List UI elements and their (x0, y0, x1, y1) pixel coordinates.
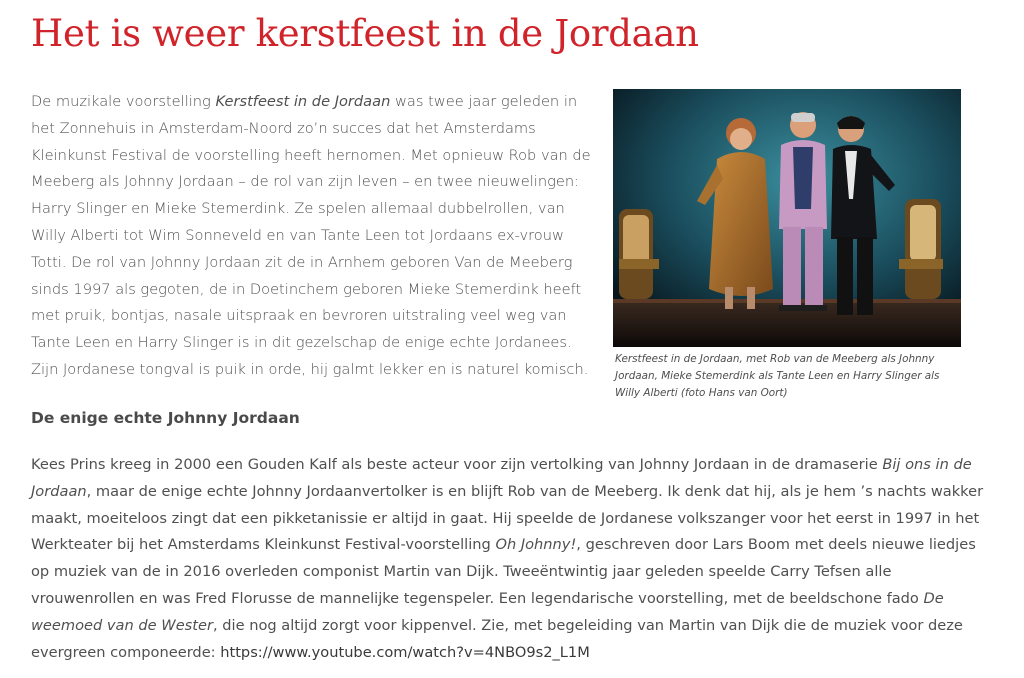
body-text-2: , maar de enige echte Johnny Jordaanvertolker is en blijft Rob van de Meeberg. Ik denk dat hij, als je hem ’s nachts wakker maakt, moeiteloos zingt dat een pikketanissie er altijd in gaat. Hij speelde de Jordanese volkszanger voor het eerst in 1997 in het Werkteater bij het Amsterdams Kleinkunst Festival-voorstelling (31, 482, 984, 554)
intro-text-1: De muzikale voorstelling (31, 93, 216, 110)
intro-text-2: was twee jaar geleden in het Zonnehuis in Amsterdam-Noord zo’n succes dat het Amsterdams Kleinkunst Festival de voorstelling heeft hernomen. Met opnieuw Rob van de Meeberg als Johnny Jordaan – de rol van zijn leven – en twee nieuwelingen: Harry Slinger en Mieke Stemerdink. Ze spelen allemaal dubbelrollen, van Willy Alberti tot Wim Sonneveld en van Tante Leen tot Jordaans ex-vrouw Totti. De rol van Johnny Jordaan zit de in Arnhem geboren Van de Meeberg sinds 1997 als gegoten, de in Doetinchem geboren Mieke Stemerdink heeft met pruik, bontjas, nasale uitspraak en bevroren uitstraling veel weg van Tante Leen en Harry Slinger is in dit gezelschap de enige echte Jordanees. Zijn Jordanese tongval is puik in orde, hij galmt lekker en is naturel komisch. (31, 93, 591, 378)
body-paragraph (31, 452, 991, 666)
body-text-1: Kees Prins kreeg in 2000 een Gouden Kalf als beste acteur voor zijn vertolking van Johnny Jordaan in de dramaserie (31, 456, 883, 473)
show-name-emphasis: Oh Johnny! (495, 536, 577, 554)
song-title-emphasis: De weemoed van de Wester (31, 589, 944, 634)
chair-right (899, 199, 943, 299)
youtube-link[interactable]: https://www.youtube.com/watch?v=4NBO9s2_L1M (220, 643, 590, 661)
intro-paragraph (31, 89, 599, 384)
show-title-emphasis: Kerstfeest in de Jordaan (215, 93, 391, 110)
photo-caption: Kerstfeest in de Jordaan, met Rob van de Meeberg als Johnny Jordaan, Mieke Stemerdink als Tante Leen en Harry Slinger als Willy Alberti (foto Hans van Oort) (615, 353, 940, 399)
body-text-3: , geschreven door Lars Boom met deels nieuwe liedjes op muziek van de in 2016 overleden componist Martin van Dijk. Tweeëntwintig jaar geleden speelde Carry Tefsen alle vrouwenrollen en was Fred Florusse de mannelijke tegenspeler. Een legendarische voorstelling, met de beeldschone fado (31, 536, 976, 607)
article-figure (613, 89, 961, 402)
article-title: Het is weer kerstfeest in de Jordaan (31, 12, 699, 55)
chair-left (619, 209, 659, 299)
stage-photo (613, 89, 961, 347)
section-heading: De enige echte Johnny Jordaan (31, 409, 300, 427)
body-text-4: , die nog altijd zorgt voor kippenvel. Zie, met begeleiding van Martin van Dijk die de muziek voor deze evergreen componeerde: (31, 616, 963, 661)
series-title-emphasis: Bij ons in de Jordaan (31, 456, 972, 500)
